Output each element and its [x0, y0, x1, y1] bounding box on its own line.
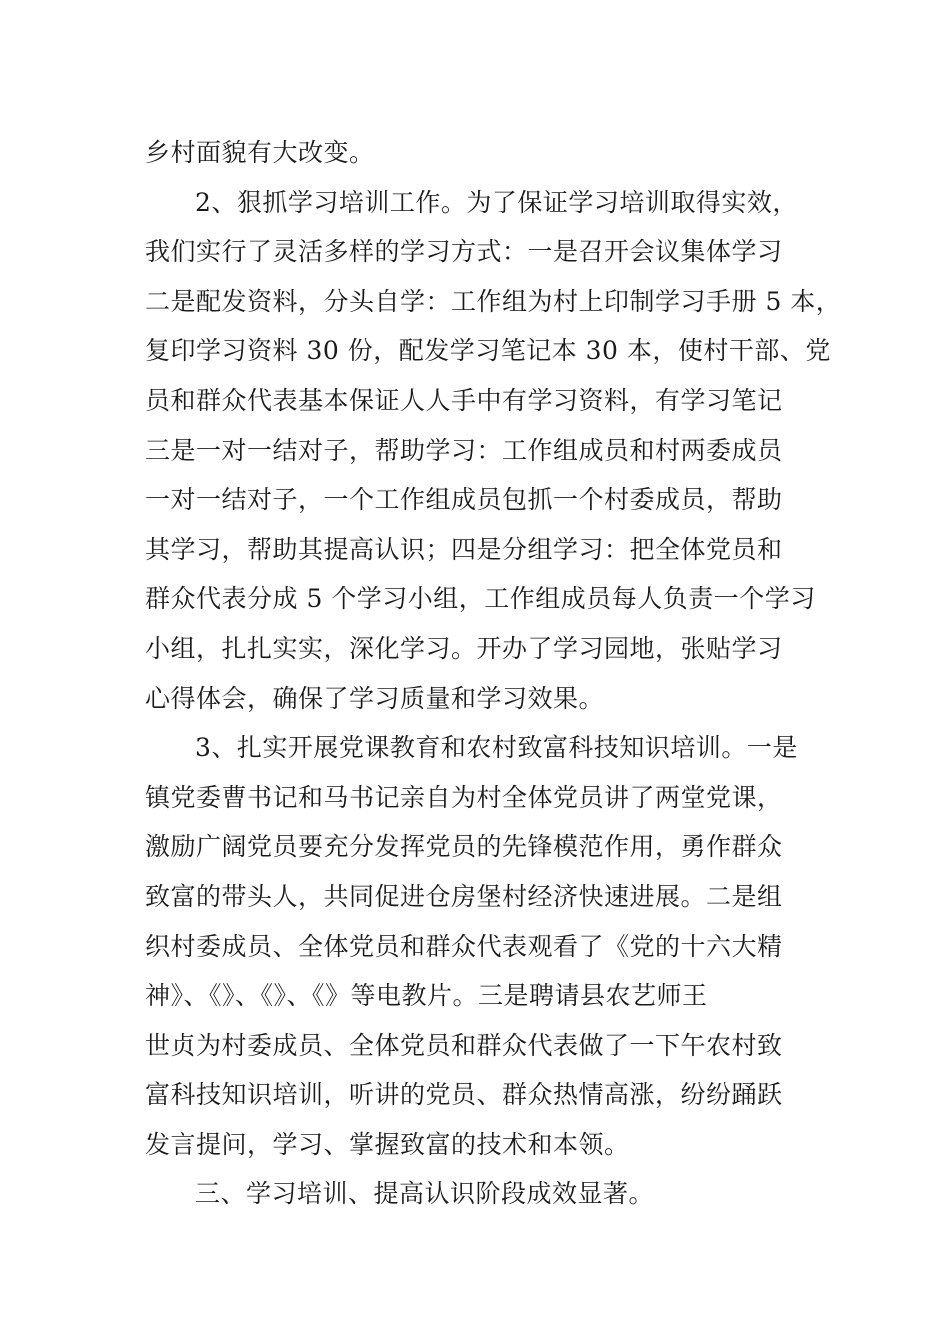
text-line: 群众代表分成 5 个学习小组，工作组成员每人负责一个学习	[145, 584, 816, 614]
text-line: 其学习，帮助其提高认识；四是分组学习：把全体党员和	[145, 534, 783, 564]
text-line: 神》、《》、《》、《》等电教片。三是聘请县农艺师王	[145, 981, 708, 1011]
text-line: 三是一对一结对子，帮助学习：工作组成员和村两委成员	[145, 435, 783, 465]
text-line: 发言提问，学习、掌握致富的技术和本领。	[145, 1129, 630, 1159]
text-line: 一对一结对子，一个工作组成员包抓一个村委成员，帮助	[145, 485, 783, 515]
section-heading-line: 三、学习培训、提高认识阶段成效显著。	[195, 1179, 655, 1209]
text-line: 小组，扎扎实实，深化学习。开办了学习园地，张贴学习	[145, 633, 783, 663]
text-line: 世贞为村委成员、全体党员和群众代表做了一下午农村致	[145, 1030, 783, 1060]
paragraph-start-line: 2、狠抓学习培训工作。为了保证学习培训取得实效，	[195, 187, 798, 217]
text-line: 复印学习资料 30 份，配发学习笔记本 30 本，使村干部、党	[145, 336, 831, 366]
paragraph-start-line: 3、扎实开展党课教育和农村致富科技知识培训。一是	[195, 733, 798, 763]
text-line: 我们实行了灵活多样的学习方式：一是召开会议集体学习	[145, 237, 783, 267]
text-line: 织村委成员、全体党员和群众代表观看了《党的十六大精	[145, 931, 783, 961]
text-line: 富科技知识培训，听讲的党员、群众热情高涨，纷纷踊跃	[145, 1080, 783, 1110]
text-line: 激励广阔党员要充分发挥党员的先锋模范作用，勇作群众	[145, 832, 783, 862]
text-line: 乡村面貌有大改变。	[145, 138, 375, 167]
text-line: 员和群众代表基本保证人人手中有学习资料，有学习笔记	[145, 385, 783, 415]
text-line: 心得体会，确保了学习质量和学习效果。	[145, 683, 605, 713]
document-body	[145, 128, 842, 1219]
text-line: 二是配发资料，分头自学：工作组为村上印制学习手册 5 本，	[145, 286, 842, 316]
text-line: 致富的带头人，共同促进仓房堡村经济快速进展。二是组	[145, 881, 783, 911]
text-line: 镇党委曹书记和马书记亲自为村全体党员讲了两堂党课，	[145, 782, 783, 812]
